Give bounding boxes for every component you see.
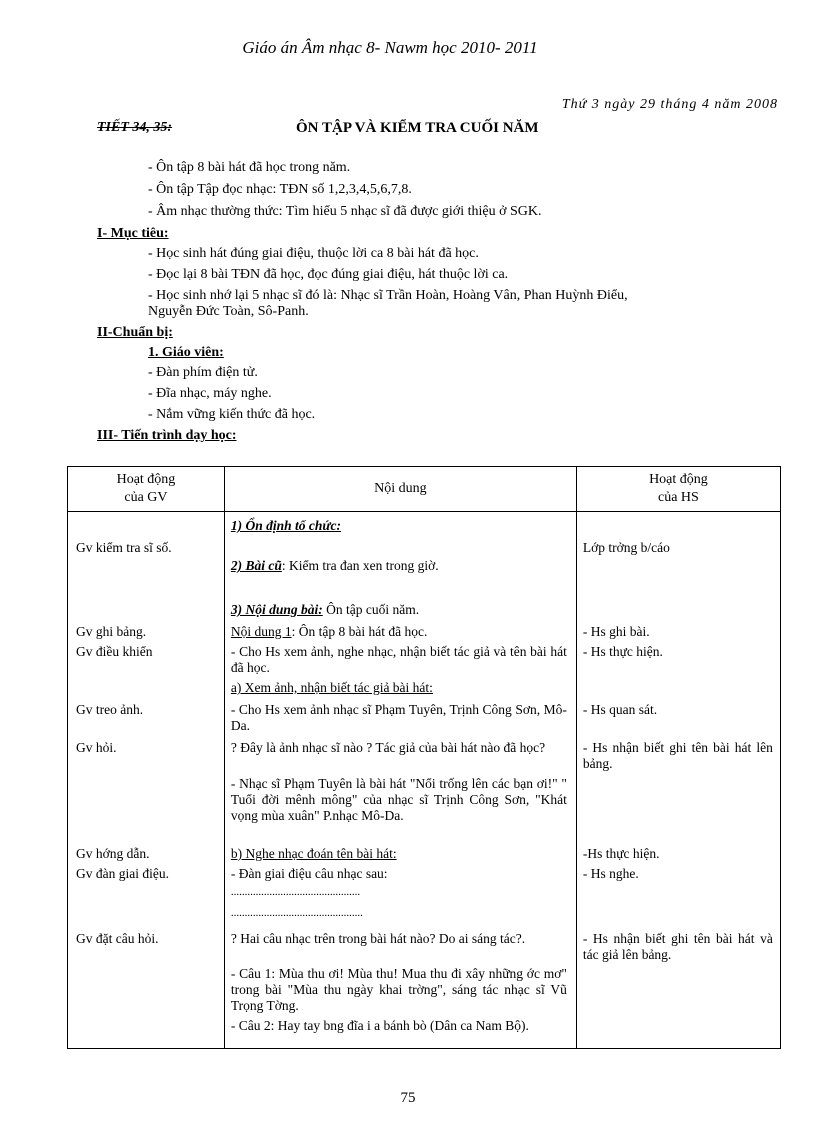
content-item: b) Nghe nhạc đoán tên bài hát: xyxy=(230,846,397,861)
hs-item: - Hs ghi bài. xyxy=(582,624,650,639)
hs-item: -Hs thực hiện. xyxy=(582,846,660,861)
goal-line: - Học sinh nhớ lại 5 nhạc sĩ đó là: Nhạc sĩ Trần Hoàn, Hoàng Vân, Phan Huỳnh Điểu, xyxy=(148,288,628,303)
hs-cell xyxy=(576,512,780,1049)
section-heading-goals: I- Mục tiêu: xyxy=(97,226,169,241)
content-item xyxy=(231,558,439,574)
content-item: - Cho Hs xem ảnh, nghe nhạc, nhận biết tác giả và tên bài hát đã học. xyxy=(230,644,567,675)
lesson-table xyxy=(67,466,781,1049)
content-label: Nội dung 1 xyxy=(230,624,292,639)
gv-item: Gv điều khiển xyxy=(76,644,153,659)
page-number: 75 xyxy=(400,1090,416,1106)
gv-item: Gv hỏi. xyxy=(76,740,117,755)
section-heading-process: III- Tiến trình dạy học: xyxy=(97,428,237,443)
lesson-number: TIẾT 34, 35: xyxy=(97,120,173,135)
content-item: ................................................ xyxy=(230,907,363,919)
content-item: 1) Ổn định tổ chức: xyxy=(230,518,341,533)
hs-item: - Hs nghe. xyxy=(582,866,639,881)
content-text: : Ôn tập 8 bài hát đã học. xyxy=(291,624,428,639)
content-item: ............................................... xyxy=(230,886,361,898)
col-header-text: Hoạt động xyxy=(649,472,708,487)
col-header-text: Hoạt động xyxy=(116,472,176,487)
hs-item: - Hs nhận biết ghi tên bài hát và tác giả lên bảng. xyxy=(582,931,773,962)
prep-line: - Đàn phím điện tử. xyxy=(148,365,258,380)
goal-line: Nguyễn Đức Toàn, Sô-Panh. xyxy=(148,304,309,319)
col-header-hs xyxy=(576,467,780,512)
goal-line: - Học sinh hát đúng giai điệu, thuộc lời ca 8 bài hát đã học. xyxy=(148,246,479,261)
col-header-gv xyxy=(68,467,225,512)
section-heading-prep: II-Chuẩn bị: xyxy=(97,325,173,340)
content-item: - Câu 2: Hay tay bng đĩa i a bánh bò (Dân ca Nam Bộ). xyxy=(230,1018,529,1033)
content-item: ? Đây là ảnh nhạc sĩ nào ? Tác giả của bài hát nào đã học? xyxy=(230,740,546,755)
content-text: Ôn tập cuối năm. xyxy=(322,602,420,617)
content-cell xyxy=(224,512,576,1049)
gv-cell xyxy=(68,512,225,1049)
content-label: 3) Nội dung bài: xyxy=(230,602,323,617)
lesson-date: Thứ 3 ngày 29 tháng 4 năm 2008 xyxy=(561,97,778,112)
content-text: : Kiểm tra đan xen trong giờ. xyxy=(281,558,439,573)
page-header: Giáo án Âm nhạc 8- Nawm học 2010- 2011 xyxy=(242,38,538,57)
content-item: - Câu 1: Mùa thu ơi! Mùa thu! Mua thu đi xây những ớc mơ" trong bài "Mùa thu ngày khai trờng", sáng tác nhạc sĩ Vũ Trọng Tờng. xyxy=(230,966,567,1013)
content-item: - Nhạc sĩ Phạm Tuyên là bài hát "Nổi trống lên các bạn ơi!" " Tuổi đời mênh mông" của nhạc sĩ Trịnh Công Sơn, "Khát vọng mùa xuân" P.nhạc Mô-Da. xyxy=(230,776,567,823)
hs-item: - Hs quan sát. xyxy=(582,702,658,717)
content-item: - Cho Hs xem ảnh nhạc sĩ Phạm Tuyên, Trịnh Công Sơn, Mô-Da. xyxy=(230,702,567,733)
content-label: 2) Bài cũ xyxy=(230,558,282,573)
content-item xyxy=(231,624,427,640)
content-item xyxy=(231,602,419,618)
gv-item: Gv đàn giai điệu. xyxy=(76,866,169,881)
intro-line: - Ôn tập 8 bài hát đã học trong năm. xyxy=(148,160,351,175)
col-header-text: của HS xyxy=(658,490,699,505)
gv-item: Gv kiểm tra sĩ số. xyxy=(76,540,172,555)
intro-line: - Âm nhạc thường thức: Tìm hiểu 5 nhạc sĩ đã được giới thiệu ở SGK. xyxy=(148,204,542,219)
hs-item: Lớp trởng b/cáo xyxy=(582,540,670,555)
table-row xyxy=(68,512,781,1049)
content-item: ? Hai câu nhạc trên trong bài hát nào? Do ai sáng tác?. xyxy=(230,931,526,946)
gv-item: Gv ghi bảng. xyxy=(76,624,147,639)
gv-item: Gv đặt câu hỏi. xyxy=(76,931,159,946)
lesson-title: ÔN TẬP VÀ KIỂM TRA CUỐI NĂM xyxy=(296,120,539,136)
prep-line: - Nắm vững kiến thức đã học. xyxy=(148,407,316,422)
hs-item: - Hs thực hiện. xyxy=(582,644,663,659)
goal-line: - Đọc lại 8 bài TĐN đã học, đọc đúng giai điệu, hát thuộc lời ca. xyxy=(148,267,509,282)
col-header-text: của GV xyxy=(124,490,168,505)
gv-item: Gv treo ảnh. xyxy=(76,702,144,717)
subheading-teacher: 1. Giáo viên: xyxy=(148,345,224,360)
hs-item: - Hs nhận biết ghi tên bài hát lên bảng. xyxy=(582,740,773,771)
intro-line: - Ôn tập Tập đọc nhạc: TĐN số 1,2,3,4,5,6,7,8. xyxy=(148,182,412,197)
content-item: - Đàn giai điệu câu nhạc sau: xyxy=(230,866,388,881)
table-header-row xyxy=(68,467,781,512)
content-item: a) Xem ảnh, nhận biết tác giả bài hát: xyxy=(230,680,433,695)
col-header-content: Nội dung xyxy=(224,467,576,512)
prep-line: - Đĩa nhạc, máy nghe. xyxy=(148,386,272,401)
gv-item: Gv hớng dẫn. xyxy=(76,846,150,861)
